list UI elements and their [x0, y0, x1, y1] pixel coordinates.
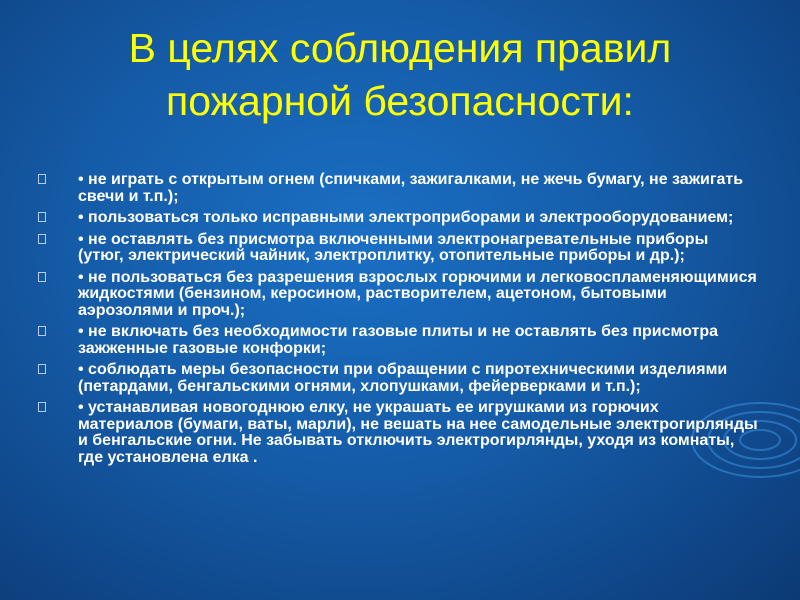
- bullet-marker-icon: [38, 234, 46, 244]
- bullet-list: [38, 172, 758, 471]
- bullet-text: • не пользоваться без разрешения взрослых горючими и легковоспламеняющимися жидкостями (бензином, керосином, растворителем, ацетоном, бытовыми аэрозолями и проч.);: [78, 268, 757, 319]
- bullet-item: [38, 172, 758, 205]
- bullet-text: • не оставлять без присмотра включенными электронагревательные приборы (утюг, электрический чайник, электроплитку, отопительные приборы и др.);: [78, 230, 709, 264]
- bullet-marker-icon: [38, 326, 46, 336]
- bullet-marker-icon: [38, 174, 46, 184]
- bullet-item: [38, 232, 758, 265]
- title-line-2: пожарной безопасности:: [166, 78, 634, 124]
- bullet-text: • пользоваться только исправными электроприборами и электрооборудованием;: [78, 209, 734, 226]
- bullet-text: • не играть с открытым огнем (спичками, зажигалками, не жечь бумагу, не зажигать свечи и т.п.);: [78, 171, 744, 205]
- bullet-marker-icon: [38, 364, 46, 374]
- bullet-item: [38, 210, 758, 227]
- bullet-marker-icon: [38, 272, 46, 282]
- bullet-text: • не включать без необходимости газовые плиты и не оставлять без присмотра зажженные газовые конфорки;: [78, 323, 718, 357]
- bullet-text: • соблюдать меры безопасности при обращении с пиротехническими изделиями (петардами, бенгальскими огнями, хлопушками, фейерверками и т.п.);: [78, 361, 728, 395]
- bullet-marker-icon: [38, 402, 46, 412]
- slide-title: [40, 22, 760, 128]
- bullet-item: [38, 400, 758, 466]
- bullet-item: [38, 362, 758, 395]
- bullet-text: • устанавливая новогоднюю елку, не украшать ее игрушками из горючих материалов (бумаги, ваты, марли), не вешать на нее самодельные электрогирлянды и бенгальские огни. Не забывать отключить электрогирлянды, уходя из комнаты, где установлена елка .: [78, 399, 758, 466]
- bullet-item: [38, 270, 758, 320]
- title-line-1: В целях соблюдения правил: [128, 25, 672, 71]
- bullet-item: [38, 324, 758, 357]
- bullet-marker-icon: [38, 212, 46, 222]
